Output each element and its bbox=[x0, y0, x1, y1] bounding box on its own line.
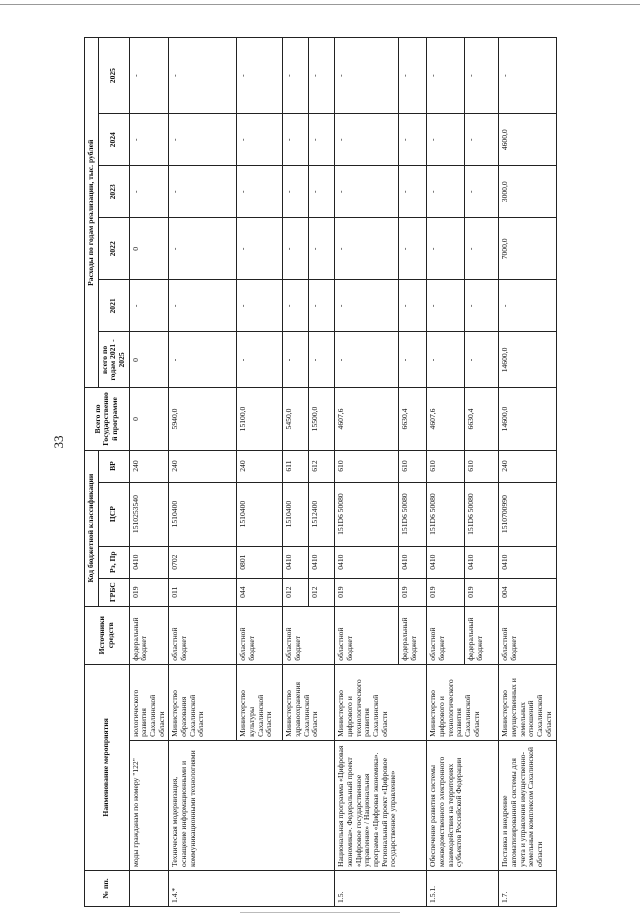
cell-2024: - bbox=[465, 114, 499, 166]
cell-csr: 151D6 50080 bbox=[465, 482, 499, 546]
cell-2025: - bbox=[427, 38, 465, 114]
cell-2023: - bbox=[465, 166, 499, 218]
cell-vr: 240 bbox=[499, 450, 557, 482]
rotated-page bbox=[84, 37, 553, 907]
cell-executor: Министерство цифрового и технологического развития Сахалинской области bbox=[335, 664, 427, 740]
cell-executor: Министерство имущественных и земельных отношений Сахалинской области bbox=[499, 664, 557, 740]
cell-grbs: 011 bbox=[169, 578, 237, 606]
header-num: № пп. bbox=[85, 870, 130, 906]
table-viewport bbox=[84, 37, 553, 907]
cell-csr: 151D6 50080 bbox=[335, 482, 399, 546]
cell-rzpr: 0410 bbox=[499, 546, 557, 578]
cell-vr: 240 bbox=[129, 450, 169, 482]
cell-total-years: - bbox=[309, 332, 335, 388]
cell-2022: - bbox=[169, 218, 237, 280]
cell-total-program: 15500,0 bbox=[309, 388, 335, 450]
cell-2022: - bbox=[237, 218, 283, 280]
cell-source: областной бюджет bbox=[169, 606, 237, 664]
cell-2021: - bbox=[237, 280, 283, 332]
cell-grbs: 044 bbox=[237, 578, 283, 606]
header-kbk: Код бюджетной классификации bbox=[85, 450, 99, 606]
cell-rzpr: 0410 bbox=[399, 546, 427, 578]
cell-2024: - bbox=[283, 114, 309, 166]
cell-total-years: - bbox=[427, 332, 465, 388]
cell-2024: - bbox=[169, 114, 237, 166]
cell-2024: - bbox=[399, 114, 427, 166]
cell-total-program: 14600,0 bbox=[499, 388, 557, 450]
cell-num: 1.5.1. bbox=[427, 870, 499, 906]
cell-2023: - bbox=[427, 166, 465, 218]
cell-total-program: 15100,0 bbox=[237, 388, 283, 450]
header-vr: ВР bbox=[98, 450, 129, 482]
header-2021: 2021 bbox=[98, 280, 129, 332]
cell-num: 1.5. bbox=[335, 870, 427, 906]
cell-name: Обеспечение развития системы межведомственного электронного взаимодействия на территориях субъектов Российской Федерации bbox=[427, 740, 499, 870]
cell-2021: - bbox=[465, 280, 499, 332]
cell-2025: - bbox=[499, 38, 557, 114]
cell-grbs: 004 bbox=[499, 578, 557, 606]
cell-total-program: 4607,6 bbox=[427, 388, 465, 450]
cell-vr: 240 bbox=[169, 450, 237, 482]
cell-csr: 1510700990 bbox=[499, 482, 557, 546]
cell-total-years: - bbox=[283, 332, 309, 388]
top-rule bbox=[0, 4, 640, 5]
cell-2021: - bbox=[129, 280, 169, 332]
cell-2025: - bbox=[129, 38, 169, 114]
cell-grbs: 019 bbox=[399, 578, 427, 606]
cell-2022: - bbox=[335, 218, 399, 280]
cell-2023: 3000,0 bbox=[499, 166, 557, 218]
header-grbs: ГРБС bbox=[98, 578, 129, 606]
cell-source: федеральный бюджет bbox=[129, 606, 169, 664]
table-row bbox=[499, 38, 557, 907]
cell-num bbox=[129, 870, 169, 906]
cell-2023: - bbox=[309, 166, 335, 218]
cell-2021: - bbox=[169, 280, 237, 332]
cell-csr: 1510400 bbox=[283, 482, 309, 546]
bottom-rule bbox=[240, 912, 400, 913]
header-2022: 2022 bbox=[98, 218, 129, 280]
cell-total-program: 4607,6 bbox=[335, 388, 399, 450]
cell-total-years: 0 bbox=[129, 332, 169, 388]
cell-2024: - bbox=[237, 114, 283, 166]
cell-2024: - bbox=[129, 114, 169, 166]
cell-rzpr: 0410 bbox=[309, 546, 335, 578]
cell-csr: 151D6 50080 bbox=[427, 482, 465, 546]
cell-rzpr: 0410 bbox=[129, 546, 169, 578]
table-row bbox=[169, 38, 237, 907]
cell-2022: - bbox=[283, 218, 309, 280]
cell-source: областной бюджет bbox=[499, 606, 557, 664]
cell-executor: Министерство цифрового и технологического развития Сахалинской области bbox=[427, 664, 499, 740]
cell-2024: - bbox=[309, 114, 335, 166]
header-csr: ЦСР bbox=[98, 482, 129, 546]
cell-2025: - bbox=[237, 38, 283, 114]
cell-rzpr: 0801 bbox=[237, 546, 283, 578]
cell-source: областной бюджет bbox=[237, 606, 283, 664]
cell-rzpr: 0410 bbox=[283, 546, 309, 578]
cell-num: 1.7. bbox=[499, 870, 557, 906]
cell-rzpr: 0410 bbox=[427, 546, 465, 578]
cell-2022: 0 bbox=[129, 218, 169, 280]
cell-2023: - bbox=[399, 166, 427, 218]
cell-total-program: 0 bbox=[129, 388, 169, 450]
cell-2021: - bbox=[283, 280, 309, 332]
cell-vr: 611 bbox=[283, 450, 309, 482]
cell-csr: 151D6 50080 bbox=[399, 482, 427, 546]
cell-total-years: 14600,0 bbox=[499, 332, 557, 388]
cell-rzpr: 0410 bbox=[465, 546, 499, 578]
header-rzpr: Рз, Пр bbox=[98, 546, 129, 578]
cell-2022: - bbox=[427, 218, 465, 280]
cell-vr: 240 bbox=[237, 450, 283, 482]
cell-csr: 1510253540 bbox=[129, 482, 169, 546]
cell-2022: - bbox=[399, 218, 427, 280]
cell-executor: нологического развития Сахалинской области bbox=[129, 664, 169, 740]
cell-total-program: 5450,0 bbox=[283, 388, 309, 450]
cell-name: Поставка и внедрение автоматизированной системы для учета и управления имущественно-земельным комплексом Сахалинской области bbox=[499, 740, 557, 870]
header-total-years: всего по годам 2021 - 2025 bbox=[98, 332, 129, 388]
cell-csr: 1512400 bbox=[309, 482, 335, 546]
cell-2023: - bbox=[169, 166, 237, 218]
cell-source: федеральный бюджет bbox=[465, 606, 499, 664]
cell-name: Национальная программа «Цифровая экономика». Федеральный проект «Цифровое государственное управление» / Национальная программа «Цифровая экономика». Региональный проект «Цифровое государственное управление» bbox=[335, 740, 427, 870]
cell-grbs: 019 bbox=[465, 578, 499, 606]
cell-csr: 1510400 bbox=[169, 482, 237, 546]
cell-total-years: - bbox=[335, 332, 399, 388]
cell-2021: - bbox=[335, 280, 399, 332]
cell-2022: 7000,0 bbox=[499, 218, 557, 280]
table-row bbox=[129, 38, 169, 907]
header-row-1 bbox=[85, 38, 99, 907]
cell-2023: - bbox=[129, 166, 169, 218]
cell-rzpr: 0702 bbox=[169, 546, 237, 578]
cell-executor: Министерство образования Сахалинской области bbox=[169, 664, 237, 740]
cell-vr: 610 bbox=[465, 450, 499, 482]
cell-2025: - bbox=[283, 38, 309, 114]
cell-source: областной бюджет bbox=[335, 606, 399, 664]
cell-source: областной бюджет bbox=[283, 606, 335, 664]
cell-grbs: 019 bbox=[427, 578, 465, 606]
cell-2025: - bbox=[169, 38, 237, 114]
cell-2025: - bbox=[309, 38, 335, 114]
cell-total-years: - bbox=[237, 332, 283, 388]
cell-2023: - bbox=[237, 166, 283, 218]
cell-2024: 4600,0 bbox=[499, 114, 557, 166]
cell-2024: - bbox=[427, 114, 465, 166]
cell-grbs: 012 bbox=[309, 578, 335, 606]
cell-2021: - bbox=[427, 280, 465, 332]
header-total-program: Всего по Государственной программе bbox=[85, 388, 130, 450]
cell-executor: Министерство культуры Сахалинской области bbox=[237, 664, 283, 740]
cell-executor: Министерство здравоохранения Сахалинской области bbox=[283, 664, 335, 740]
header-2023: 2023 bbox=[98, 166, 129, 218]
cell-grbs: 019 bbox=[129, 578, 169, 606]
cell-source: федеральный бюджет bbox=[399, 606, 427, 664]
cell-vr: 610 bbox=[427, 450, 465, 482]
header-expenses: Расходы по годам реализации, тыс. рублей bbox=[85, 38, 99, 388]
cell-source: областной бюджет bbox=[427, 606, 465, 664]
cell-2025: - bbox=[465, 38, 499, 114]
table-row bbox=[335, 38, 399, 907]
cell-2022: - bbox=[309, 218, 335, 280]
cell-2023: - bbox=[335, 166, 399, 218]
cell-rzpr: 0410 bbox=[335, 546, 399, 578]
cell-grbs: 012 bbox=[283, 578, 309, 606]
cell-name: моды гражданам по номеру "122" bbox=[129, 740, 169, 870]
cell-2025: - bbox=[335, 38, 399, 114]
header-2024: 2024 bbox=[98, 114, 129, 166]
cell-total-years: - bbox=[169, 332, 237, 388]
cell-grbs: 019 bbox=[335, 578, 399, 606]
cell-2021: - bbox=[499, 280, 557, 332]
cell-total-program: 6630,4 bbox=[399, 388, 427, 450]
header-name: Наименование мероприятия bbox=[85, 664, 130, 870]
cell-2025: - bbox=[399, 38, 427, 114]
cell-num: 1.4.* bbox=[169, 870, 335, 906]
cell-vr: 612 bbox=[309, 450, 335, 482]
cell-2022: - bbox=[465, 218, 499, 280]
cell-name: Техническая модернизация, оснащение информационными и коммуникационными технологиями bbox=[169, 740, 335, 870]
page-number: 33 bbox=[51, 435, 66, 449]
header-2025: 2025 bbox=[98, 38, 129, 114]
cell-total-program: 5940,0 bbox=[169, 388, 237, 450]
budget-table bbox=[84, 37, 557, 907]
cell-2021: - bbox=[309, 280, 335, 332]
cell-2021: - bbox=[399, 280, 427, 332]
cell-vr: 610 bbox=[335, 450, 399, 482]
cell-2023: - bbox=[283, 166, 309, 218]
table-row bbox=[427, 38, 465, 907]
cell-2024: - bbox=[335, 114, 399, 166]
header-source: Источники средств bbox=[85, 606, 130, 664]
cell-total-years: - bbox=[465, 332, 499, 388]
cell-total-years: - bbox=[399, 332, 427, 388]
cell-vr: 610 bbox=[399, 450, 427, 482]
cell-csr: 1510400 bbox=[237, 482, 283, 546]
cell-total-program: 6630,4 bbox=[465, 388, 499, 450]
